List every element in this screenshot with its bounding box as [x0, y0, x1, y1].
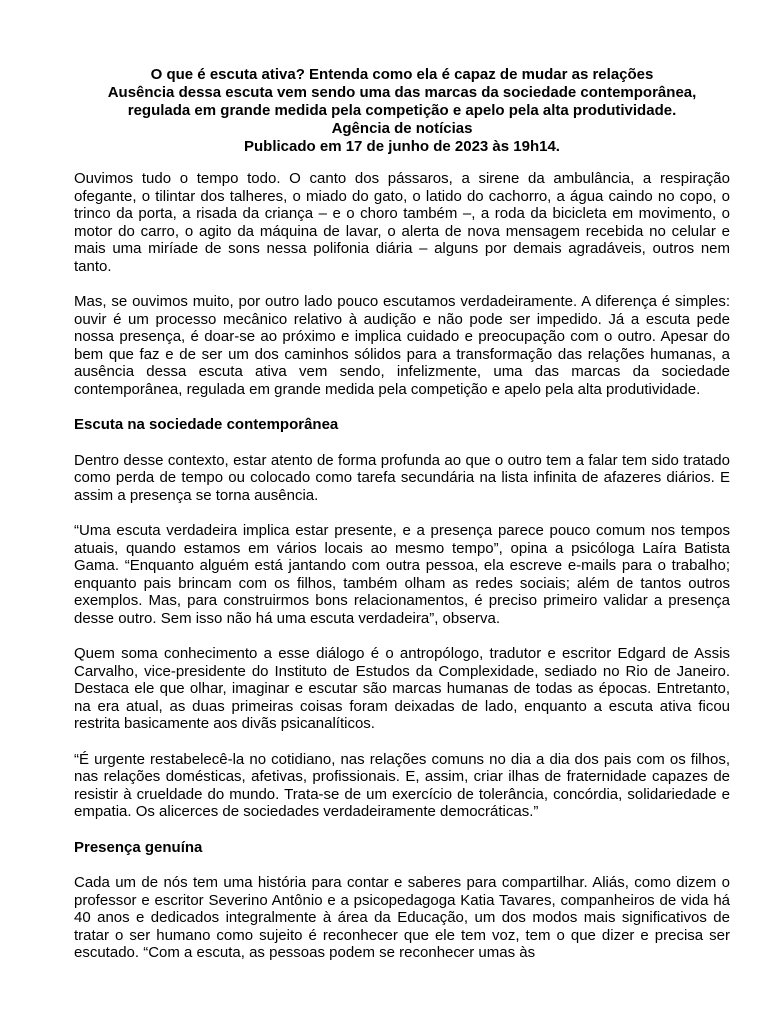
article-subtitle-line-1: Ausência dessa escuta vem sendo uma das marcas da sociedade contemporânea,: [107, 84, 697, 101]
paragraph-4: “Uma escuta verdadeira implica estar presente, e a presença parece pouco comum nos tempos atuais, quando estamos em vários locais ao mesmo tempo”, opina a psicóloga Laíra Batista Gama. “Enquanto alguém está jantando com outra pessoa, ela escreve e-mails para o trabalho; enquanto pais brincam com os filhos, também olham as redes sociais; além de tantos outros exemplos. Mas, para construirmos bons relacionamentos, é preciso primeiro validar a presença desse outro. Sem isso não há uma escuta verdadeira”, observa.: [74, 522, 730, 627]
article-title: O que é escuta ativa? Entenda como ela é capaz de mudar as relações: [150, 66, 654, 83]
article-subtitle-line-2: regulada em grande medida pela competição e apelo pela alta produtividade.: [127, 102, 677, 119]
section-heading-2: Presença genuína: [74, 838, 203, 856]
publication-date: Publicado em 17 de junho de 2023 às 19h14.: [244, 138, 560, 155]
article-body: [74, 170, 730, 962]
section-heading-1: Escuta na sociedade contemporânea: [74, 416, 339, 433]
agency-name: Agência de notícias: [331, 120, 473, 137]
article-header: [74, 66, 730, 156]
paragraph-7: Cada um de nós tem uma história para contar e saberes para compartilhar. Aliás, como dizem o professor e escritor Severino Antônio e a psicopedagoga Katia Tavares, companheiros de vida há 40 anos e dedicados integralmente à área da Educação, um dos modos mais significativos de tratar o ser humano como sujeito é reconhecer que ele tem voz, tem o que dizer e precisa ser escutado. “Com a escuta, as pessoas podem se reconhecer umas às: [74, 874, 730, 961]
paragraph-2: Mas, se ouvimos muito, por outro lado pouco escutamos verdadeiramente. A diferença é simples: ouvir é um processo mecânico relativo à audição e não pode ser impedido. Já a escuta pede nossa presença, é doar-se ao próximo e implica cuidado e preocupação com o outro. Apesar do bem que faz e de ser um dos caminhos sólidos para a transformação das relações humanas, a ausência dessa escuta ativa vem sendo, infelizmente, uma das marcas da sociedade contemporânea, regulada em grande medida pela competição e apelo pela alta produtividade.: [74, 293, 730, 398]
paragraph-5: Quem soma conhecimento a esse diálogo é o antropólogo, tradutor e escritor Edgard de Assis Carvalho, vice-presidente do Instituto de Estudos da Complexidade, sediado no Rio de Janeiro. Destaca ele que olhar, imaginar e escutar são marcas humanas de todas as épocas. Entretanto, na era atual, as duas primeiras coisas foram deixadas de lado, enquanto a escuta ativa ficou restrita basicamente aos divãs psicanalíticos.: [74, 645, 730, 732]
paragraph-6: “É urgente restabelecê-la no cotidiano, nas relações comuns no dia a dia dos pais com os filhos, nas relações domésticas, afetivas, profissionais. E, assim, criar ilhas de fraternidade capazes de resistir à crueldade do mundo. Trata-se de um exercício de tolerância, concórdia, solidariedade e empatia. Os alicerces de sociedades verdadeiramente democráticas.”: [74, 750, 730, 820]
paragraph-3: Dentro desse contexto, estar atento de forma profunda ao que o outro tem a falar tem sido tratado como perda de tempo ou colocado como tarefa secundária na lista infinita de afazeres diários. E assim a presença se torna ausência.: [74, 451, 730, 504]
paragraph-1: Ouvimos tudo o tempo todo. O canto dos pássaros, a sirene da ambulância, a respiração ofegante, o tilintar dos talheres, o miado do gato, o latido do cachorro, a água caindo no copo, o trinco da porta, a risada da criança – e o choro também –, a roda da bicicleta em movimento, o motor do carro, o agito da máquina de lavar, o alerta de nova mensagem recebida no celular e mais uma miríade de sons nessa polifonia diária – alguns por demais agradáveis, outros nem tanto.: [74, 170, 730, 275]
